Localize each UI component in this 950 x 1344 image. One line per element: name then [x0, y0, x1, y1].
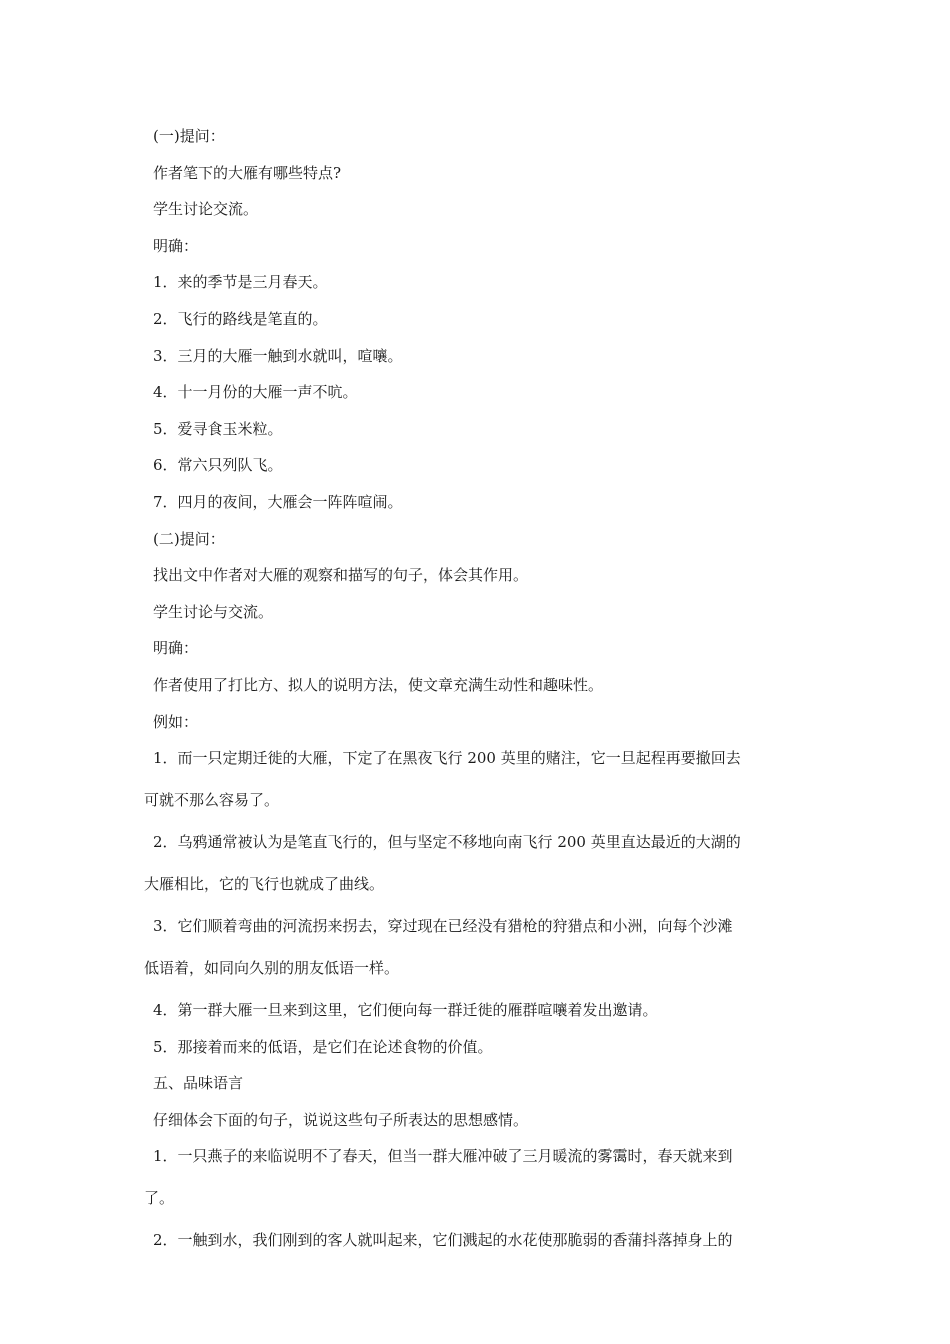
paragraph: 学生讨论与交流。 — [153, 602, 274, 621]
list-item: 1．来的季节是三月春天。 — [153, 273, 328, 292]
list-item-continuation: 可就不那么容易了。 — [144, 791, 280, 810]
section-heading-1: (一)提问： — [153, 127, 225, 145]
document-body — [140, 124, 812, 1265]
question-text: 仔细体会下面的句子，说说这些句子所表达的思想感情。 — [153, 1110, 529, 1129]
answer-label: 明确： — [153, 639, 199, 658]
list-item: 2．飞行的路线是笔直的。 — [153, 309, 328, 328]
question-text: 找出文中作者对大雁的观察和描写的句子，体会其作用。 — [153, 566, 529, 585]
list-item: 1．而一只定期迁徙的大雁，下定了在黑夜飞行 200 英里的赌注，它一旦起程再要撤回去 — [153, 749, 741, 768]
section-heading-2: (二)提问： — [153, 529, 225, 548]
list-item: 3．三月的大雁一触到水就叫，喧嚷。 — [153, 346, 403, 365]
list-item: 6．常六只列队飞。 — [153, 456, 283, 475]
list-item-continuation: 了。 — [144, 1189, 175, 1208]
list-item: 5．爱寻食玉米粒。 — [153, 419, 283, 438]
list-item: 3．它们顺着弯曲的河流拐来拐去，穿过现在已经没有猎枪的狩猎点和小洲，向每个沙滩 — [153, 917, 733, 936]
example-label: 例如： — [153, 712, 199, 731]
paragraph: 作者使用了打比方、拟人的说明方法，使文章充满生动性和趣味性。 — [153, 675, 604, 694]
paragraph: 学生讨论交流。 — [153, 200, 259, 219]
list-item: 5．那接着而来的低语，是它们在论述食物的价值。 — [153, 1037, 493, 1056]
list-item: 4．第一群大雁一旦来到这里，它们便向每一群迁徙的雁群喧嚷着发出邀请。 — [153, 1001, 658, 1020]
section-heading-5: 五、品味语言 — [153, 1074, 244, 1093]
list-item: 2．一触到水，我们刚到的客人就叫起来，它们溅起的水花使那脆弱的香蒲抖落掉身上的 — [153, 1231, 733, 1250]
list-item: 4．十一月份的大雁一声不吭。 — [153, 383, 358, 402]
answer-label: 明确： — [153, 236, 199, 255]
list-item: 1．一只燕子的来临说明不了春天，但当一群大雁冲破了三月暖流的雾霭时，春天就来到 — [153, 1147, 733, 1166]
question-text: 作者笔下的大雁有哪些特点? — [153, 163, 342, 182]
list-item-continuation: 低语着，如同向久别的朋友低语一样。 — [144, 959, 400, 978]
list-item-continuation: 大雁相比，它的飞行也就成了曲线。 — [144, 875, 385, 894]
list-item: 2．乌鸦通常被认为是笔直飞行的，但与坚定不移地向南飞行 200 英里直达最近的大湖的 — [153, 833, 741, 852]
list-item: 7．四月的夜间，大雁会一阵阵喧闹。 — [153, 492, 403, 511]
